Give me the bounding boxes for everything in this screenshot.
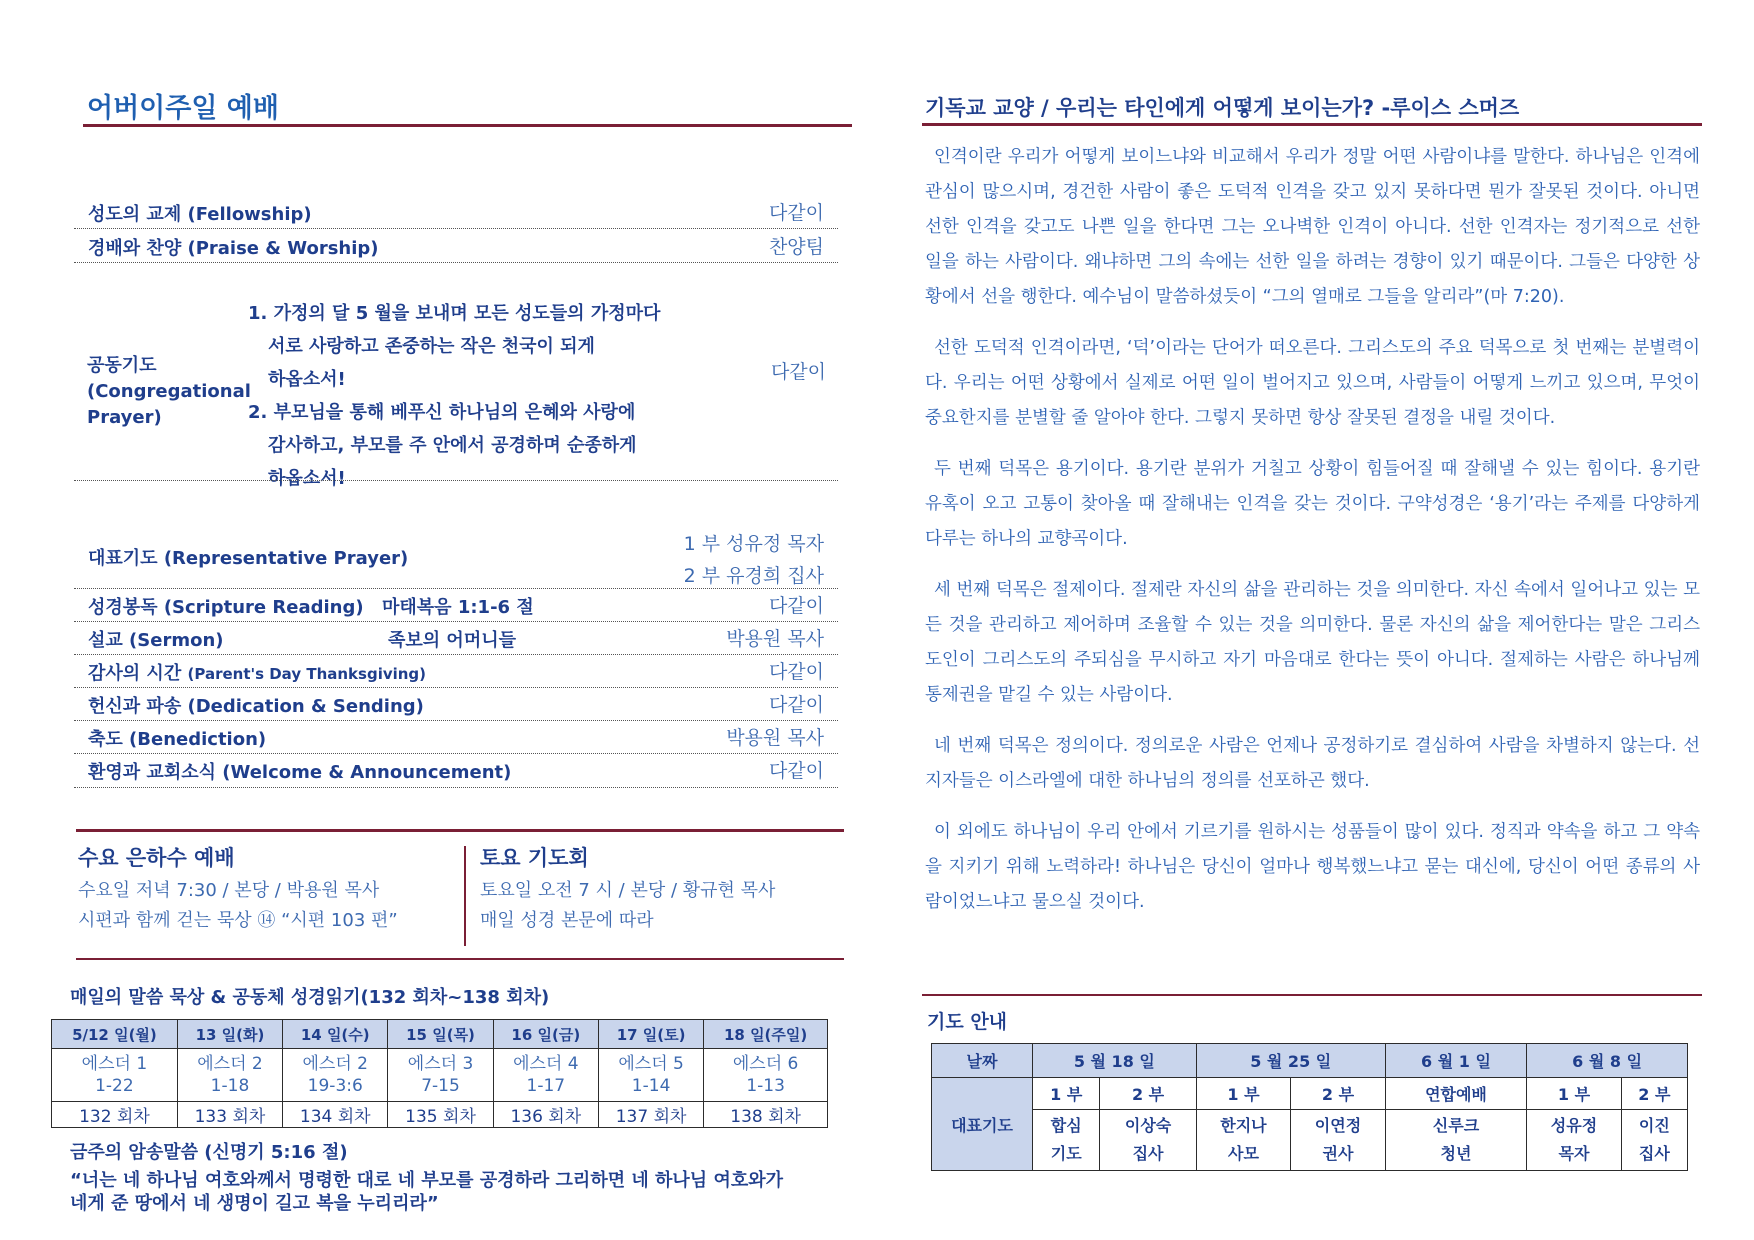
service-cell: 1 부 <box>1527 1078 1622 1110</box>
leader-cell: 성유정 목자 <box>1527 1110 1622 1171</box>
header-label-cell: 날짜 <box>932 1044 1033 1078</box>
article-paragraph: 두 번째 덕목은 용기이다. 용기란 분위가 거칠고 상황이 힘들어질 때 잘해낼 수 있는 힘이다. 용기란 유혹이 오고 고통이 찾아올 때 잘해내는 인격을 갖는 것이다. 구약성경은 ‘용기’라는 주제를 다양하게 다루는 하나의 교향곡이다. <box>925 459 1700 549</box>
table-row <box>932 1044 1688 1078</box>
prayer-item: 2. 부모님을 통해 베푸신 하나님의 은혜와 사랑에 감사하고, 부모를 주 안에서 공경하며 순종하게 하옵소서! <box>248 402 637 489</box>
order-row-scripture <box>74 588 838 622</box>
saturday-service-time: 토요일 오전 7 시 / 본당 / 황규현 목사 <box>480 880 776 901</box>
order-leader: 다같이 <box>768 202 824 224</box>
passage-cell: 에스더 2 1-18 <box>177 1049 282 1102</box>
order-leader: 1 부 성유정 목자 2 부 유경희 집사 <box>683 533 824 587</box>
session-cell: 133 회차 <box>177 1102 282 1128</box>
order-row-representative-prayer <box>74 522 838 589</box>
day-cell: 13 일(화) <box>177 1020 282 1049</box>
order-name-ko: 감사의 시간 <box>88 663 182 684</box>
session-cell: 136 회차 <box>493 1102 598 1128</box>
table-row <box>932 1110 1688 1171</box>
services-top-divider <box>76 829 844 832</box>
order-row-sermon <box>74 621 838 655</box>
order-row-fellowship <box>74 194 838 229</box>
order-row-welcome <box>74 753 838 788</box>
passage-cell: 에스더 1 1-22 <box>52 1049 178 1102</box>
order-leader: 다같이 <box>768 694 824 716</box>
bible-reading-table <box>51 1019 828 1128</box>
memory-verse-text: “너는 네 하나님 여호와께서 명령한 대로 네 부모를 공경하라 그리하면 네 하나님 여호와가 네게 준 땅에서 네 생명이 길고 복을 누리리라” <box>70 1170 783 1214</box>
congregational-prayer-items <box>248 297 660 495</box>
session-cell: 132 회차 <box>52 1102 178 1128</box>
row-label-cell: 대표기도 <box>932 1078 1033 1171</box>
article-end-divider <box>922 994 1702 996</box>
session-cell: 134 회차 <box>283 1102 388 1128</box>
prayer-guide-table <box>931 1043 1688 1171</box>
table-row <box>932 1078 1688 1110</box>
services-bottom-divider <box>76 958 844 960</box>
day-cell: 18 일(주일) <box>704 1020 828 1049</box>
page-title: 어버이주일 예배 <box>87 93 279 124</box>
passage-cell: 에스더 5 1-14 <box>598 1049 703 1102</box>
session-cell: 137 회차 <box>598 1102 703 1128</box>
saturday-service-title: 토요 기도회 <box>480 846 589 870</box>
article-paragraph: 네 번째 덕목은 정의이다. 정의로운 사람은 언제나 공정하기로 결심하여 사람을 차별하지 않는다. 선지자들은 이스라엘에 대한 하나님의 정의를 선포하곤 했다. <box>925 736 1700 791</box>
leader-cell: 이상숙 집사 <box>1100 1110 1196 1171</box>
sermon-title: 족보의 어머니들 <box>388 630 516 651</box>
date-cell: 5 월 18 일 <box>1033 1044 1197 1078</box>
service-cell: 연합예배 <box>1385 1078 1526 1110</box>
leader-cell: 신루크 청년 <box>1385 1110 1526 1171</box>
article-paragraph: 인격이란 우리가 어떻게 보이느냐와 비교해서 우리가 정말 어떤 사람이냐를 말한다. 하나님은 인격에 관심이 많으시며, 경건한 사람이 좋은 도덕적 인격을 갖고 있지 못하다면 뭔가 잘못된 것이다. 아니면 선한 인격을 갖고도 나쁜 일을 한다면 그는 오나벽한 인격이 아니다. 선한 인격자는 정기적으로 선한 일을 하는 사람이다. 왜냐하면 그의 속에는 선한 일을 하려는 경향이 있기 때문이다. 그들은 다양한 상황에서 선을 행한다. 예수님이 말씀하셨듯이 “그의 열매로 그들을 알리라”(마 7:20). <box>925 147 1700 307</box>
order-name: 환영과 교회소식 (Welcome & Announcement) <box>88 762 512 783</box>
service-cell: 2 부 <box>1291 1078 1386 1110</box>
order-name-en: (Parent's Day Thanksgiving) <box>187 665 427 683</box>
order-leader: 다같이 <box>768 595 824 617</box>
order-leader: 다같이 <box>768 661 824 683</box>
order-name: 설교 (Sermon) <box>88 630 224 651</box>
order-name <box>88 659 426 685</box>
wednesday-service-title: 수요 은하수 예배 <box>78 846 235 870</box>
article-paragraph: 선한 도덕적 인격이라면, ‘덕’이라는 단어가 떠오른다. 그리스도의 주요 덕목으로 첫 번째는 분별력이다. 우리는 어떤 상황에서 실제로 어떤 일이 벌어지고 있으며, 사람들이 어떻게 느끼고 있으며, 무엇이 중요한지를 분별할 줄 알아야 한다. 그렇지 못하면 항상 잘못된 결정을 내릴 것이다. <box>925 338 1700 428</box>
article-paragraph: 이 외에도 하나님이 우리 안에서 기르기를 원하시는 성품들이 많이 있다. 정직과 약속을 하고 그 약속을 지키기 위해 노력하라! 하나님은 당신이 얼마나 행복했느냐고 묻는 대신에, 당신이 어떤 종류의 사람이었느냐고 물으실 것이다. <box>925 822 1700 912</box>
order-row-benediction <box>74 720 838 754</box>
article-title-divider <box>922 123 1702 126</box>
prayer-guide-title: 기도 안내 <box>927 1011 1008 1033</box>
order-name: 헌신과 파송 (Dedication & Sending) <box>88 696 424 717</box>
date-cell: 6 월 8 일 <box>1527 1044 1688 1078</box>
article-paragraph: 세 번째 덕목은 절제이다. 절제란 자신의 삶을 관리하는 것을 의미한다. 자신 속에서 일어나고 있는 모든 것을 관리하고 제어하며 조율할 수 있는 것을 의미한다. 물론 자신의 삶을 제어한다는 말은 그리스도인이 그리스도의 주되심을 무시하고 자기 마음대로 한다는 뜻이 아니다. 절제하는 사람은 하나님께 통제권을 맡길 수 있는 사람이다. <box>925 580 1700 705</box>
bible-reading-title: 매일의 말씀 묵상 & 공동체 성경읽기(132 회차~138 회차) <box>70 987 550 1008</box>
passage-cell: 에스더 6 1-13 <box>704 1049 828 1102</box>
leader-cell: 합심 기도 <box>1033 1110 1100 1171</box>
order-name: 대표기도 (Representative Prayer) <box>88 548 409 569</box>
title-divider <box>83 124 852 127</box>
passage-cell: 에스더 3 7-15 <box>388 1049 493 1102</box>
order-name: 성경봉독 (Scripture Reading) <box>88 597 364 618</box>
date-cell: 5 월 25 일 <box>1196 1044 1385 1078</box>
session-cell: 135 회차 <box>388 1102 493 1128</box>
services-vertical-divider <box>464 846 466 946</box>
passage-cell: 에스더 4 1-17 <box>493 1049 598 1102</box>
day-cell: 17 일(토) <box>598 1020 703 1049</box>
order-name: 축도 (Benediction) <box>88 729 267 750</box>
article-title: 기독교 교양 / 우리는 타인에게 어떻게 보이는가? -루이스 스머즈 <box>925 96 1520 120</box>
day-cell: 15 일(목) <box>388 1020 493 1049</box>
passage-cell: 에스더 2 19-3:6 <box>283 1049 388 1102</box>
leader-cell: 이진 집사 <box>1621 1110 1687 1171</box>
section-divider <box>74 480 838 481</box>
scripture-reference: 마태복음 1:1-6 절 <box>382 597 534 618</box>
order-leader: 박용원 목사 <box>726 727 824 749</box>
leader-cell: 한지나 사모 <box>1196 1110 1291 1171</box>
congregational-prayer-label: 공동기도 (Congregational Prayer) <box>87 355 251 428</box>
wednesday-service-time: 수요일 저녁 7:30 / 본당 / 박용원 목사 <box>78 880 380 901</box>
order-leader: 박용원 목사 <box>726 628 824 650</box>
service-cell: 2 부 <box>1100 1078 1196 1110</box>
service-cell: 1 부 <box>1033 1078 1100 1110</box>
congregational-prayer-leader: 다같이 <box>770 361 826 383</box>
saturday-service-note: 매일 성경 본문에 따라 <box>480 910 654 931</box>
date-cell: 6 월 1 일 <box>1385 1044 1526 1078</box>
session-cell: 138 회차 <box>704 1102 828 1128</box>
order-row-praise <box>74 228 838 263</box>
service-cell: 1 부 <box>1196 1078 1291 1110</box>
table-row <box>52 1049 828 1102</box>
table-row <box>52 1102 828 1128</box>
prayer-item: 1. 가정의 달 5 월을 보내며 모든 성도들의 가정마다 서로 사랑하고 존중하는 작은 천국이 되게 하옵소서! <box>248 303 661 390</box>
day-cell: 16 일(금) <box>493 1020 598 1049</box>
order-leader: 다같이 <box>768 760 824 782</box>
leader-cell: 이연정 권사 <box>1291 1110 1386 1171</box>
memory-verse-title: 금주의 암송말씀 (신명기 5:16 절) <box>70 1142 348 1163</box>
order-name: 경배와 찬양 (Praise & Worship) <box>88 238 379 259</box>
order-name: 성도의 교제 (Fellowship) <box>88 204 312 225</box>
order-leader: 찬양팀 <box>768 236 824 258</box>
order-row-thanksgiving <box>74 654 838 688</box>
article-body <box>925 140 1700 936</box>
order-row-dedication <box>74 687 838 721</box>
wednesday-service-theme: 시편과 함께 걷는 묵상 ⑭ “시편 103 편” <box>78 910 398 931</box>
day-cell: 14 일(수) <box>283 1020 388 1049</box>
service-cell: 2 부 <box>1621 1078 1687 1110</box>
day-cell: 5/12 일(월) <box>52 1020 178 1049</box>
table-row <box>52 1020 828 1049</box>
